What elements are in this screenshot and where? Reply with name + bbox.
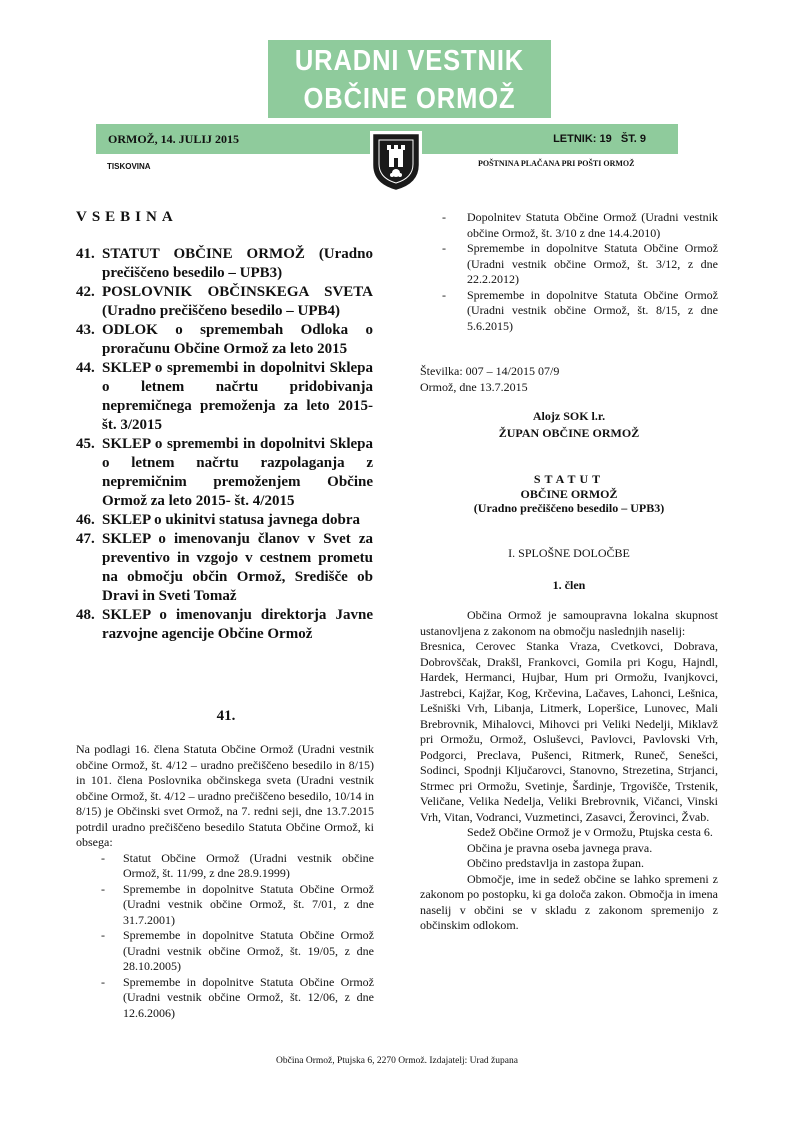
issue-place-date: ORMOŽ, 14. JULIJ 2015 [108,132,240,146]
tiskovina-label: TISKOVINA [107,162,151,171]
signer-name: Alojz SOK l.r. [532,409,606,423]
issue-number: ŠT. 9 [620,133,646,145]
toc-item[interactable] [76,606,373,644]
amendments-list-right [420,210,718,334]
page-footer: Občina Ormož, Ptujska 6, 2270 Ormož. Izdajatelj: Urad župana [276,1056,518,1066]
article-heading: 1. člen [552,578,586,592]
toc-item-title: ODLOK o spremembah Odloka o proračunu Občine Ormož za leto 2015 [102,322,373,357]
paragraph: Sedež Občine Ormož je v Ormožu, Ptujska cesta 6. [467,825,713,839]
coat-of-arms-icon [370,131,422,191]
toc-item-number: 41. [76,246,95,262]
toc-item-title: STATUT OBČINE ORMOŽ (Uradno prečiščeno besedilo – UPB3) [102,246,373,281]
reference-number: Številka: 007 – 14/2015 07/9 [420,364,560,378]
amendments-list-right-container [420,210,718,334]
signature-block [420,408,718,442]
toc-item[interactable] [76,321,373,359]
toc-item[interactable] [76,530,373,606]
toc-item-title: SKLEP o ukinitvi statusa javnega dobra [102,512,360,528]
article-intro [76,742,374,1021]
place-and-date: Ormož, dne 13.7.2015 [420,379,528,394]
toc-item-title: SKLEP o imenovanju direktorja Javne razvojne agencije Občine Ormož [102,607,373,642]
issue-volume [553,133,646,145]
document-reference [420,364,559,395]
masthead-title-line1: URADNI VESTNIK [294,45,525,77]
postage-note: POŠTNINA PLAČANA PRI POŠTI ORMOŽ [478,159,635,168]
settlements-list: Bresnica, Cerovec Stanka Vraza, Cvetkovci, Dobrava, Dobrovščak, Drakšl, Frankovci, Gomila pri Kogu, Hajndl, Hardek, Hermanci, Hujbar, Hum pri Ormožu, Ivanjkovci, Jastrebci, Kajžar, Kog, Krčevina, Lačaves, Lahonci, Lešnica, Lešniški Vrh, Libanja, Litmerk, Loperšice, Lunovec, Mali Brebrovnik, Mihalovci, Mihovci pri Veliki Nedelji, Miklavž pri Ormožu, Ormož, Osluševci, Pavlovci, Pavlovski Vrh, Podgorci, Preclava, Pušenci, Ritmerk, Runeč, Senešci, Sodinci, Spodnji Ključarovci, Stanovno, Strezetina, Strjanci, Strmec pri Ormožu, Svetinje, Šardinje, Trgovišče, Trstenik, Veličane, Velika Nedelja, Veliki Brebrovnik, Vičanci, Vinski Vrh, Vitan, Vodranci, Vuzmetinci, Zasavci, Žerovinci, Žvab. [420,639,718,824]
paragraph: Občina je pravna oseba javnega prava. [467,840,653,855]
letnik-label: LETNIK: 19 [553,133,612,145]
toc-item[interactable] [76,511,373,530]
statute-subtitle: OBČINE ORMOŽ [520,486,618,501]
toc-item-title: SKLEP o imenovanju članov v Svet za preventivo in vzgojo v cestnem prometu na območju občin Ormož, Središče ob Dravi in Sveti Tomaž [102,531,373,604]
toc-item-number: 44. [76,360,95,376]
toc-item[interactable] [76,245,373,283]
list-item: - Spremembe in dopolnitve Statuta Občine Ormož (Uradni vestnik občine Ormož, št. 3/12, z dne 22.2.2012) [420,241,718,288]
list-item: - Spremembe in dopolnitve Statuta Občine Ormož (Uradni vestnik občine Ormož, št. 7/01, z dne 31.7.2001) [76,882,374,929]
masthead-title-line2: OBČINE ORMOŽ [303,83,516,115]
masthead-banner [268,40,551,118]
statute-note: (Uradno prečiščeno besedilo – UPB3) [473,501,665,515]
toc-item-number: 48. [76,607,95,623]
toc-item-number: 42. [76,284,95,300]
toc-item-number: 45. [76,436,95,452]
toc-item-number: 43. [76,322,95,338]
toc-item[interactable] [76,359,373,435]
list-item: - Spremembe in dopolnitve Statuta Občine Ormož (Uradni vestnik občine Ormož, št. 19/05, z dne 28.10.2005) [76,928,374,975]
toc-item[interactable] [76,435,373,511]
list-item: - Dopolnitev Statuta Občine Ormož (Uradni vestnik občine Ormož, št. 3/10 z dne 14.4.2010) [420,210,718,241]
list-item: - Spremembe in dopolnitve Statuta Občine Ormož (Uradni vestnik občine Ormož, št. 12/06, z dne 12.6.2006) [76,975,374,1022]
intro-paragraph: Na podlagi 16. člena Statuta Občine Ormož (Uradni vestnik občine Ormož, št. 4/12 – uradno prečiščeno besedilo in 8/15) in 101. člena Poslovnika občinskega sveta (Uradni vestnik občine Ormož, št. 4/12 – uradno prečiščeno besedilo, 10/14 in 8/15) je Občinski svet Ormož, na 7. redni seji, dne 13.7.2015 potrdil uradno prečiščeno besedilo Statuta Občine Ormož, ki obsega: [76,742,374,849]
section-heading: I. SPLOŠNE DOLOČBE [508,546,630,560]
paragraph: Občina Ormož je samoupravna lokalna skupnost ustanovljena z zakonom na območju naslednjih naselij: [420,608,718,638]
toc-item-title: POSLOVNIK OBČINSKEGA SVETA (Uradno prečiščeno besedilo – UPB4) [102,284,373,319]
toc-item-title: SKLEP o spremembi in dopolnitvi Sklepa o letnem načrtu razpolaganja z nepremičnim premoženjem Občine Ormož za leto 2015- št. 4/2015 [102,436,373,509]
statute-heading [420,472,718,516]
list-item: - Statut Občine Ormož (Uradni vestnik občine Ormož, št. 11/99, z dne 28.9.1999) [76,851,374,882]
statute-body [420,608,718,934]
contents-heading: VSEBINA [76,209,178,225]
signer-title: ŽUPAN OBČINE ORMOŽ [498,426,640,440]
paragraph: Območje, ime in sedež občine se lahko spremeni z zakonom po postopku, ki ga določa zakon. Območja in imena naselij v občini se v skladu z zakonom spremenijo z občinskim odlokom. [420,871,718,932]
toc-item-number: 46. [76,512,95,528]
paragraph: Občino predstavlja in zastopa župan. [467,856,644,870]
toc-item-number: 47. [76,531,95,547]
toc-item[interactable] [76,283,373,321]
article-number: 41. [216,708,236,724]
toc-item-title: SKLEP o spremembi in dopolnitvi Sklepa o letnem načrtu pridobivanja nepremičnega premoženja za leto 2015- št. 3/2015 [102,360,373,433]
amendments-list-left [76,851,374,1022]
list-item: - Spremembe in dopolnitve Statuta Občine Ormož (Uradni vestnik občine Ormož, št. 8/15, z dne 5.6.2015) [420,288,718,335]
table-of-contents [76,245,373,644]
statute-title: STATUT [533,472,605,486]
